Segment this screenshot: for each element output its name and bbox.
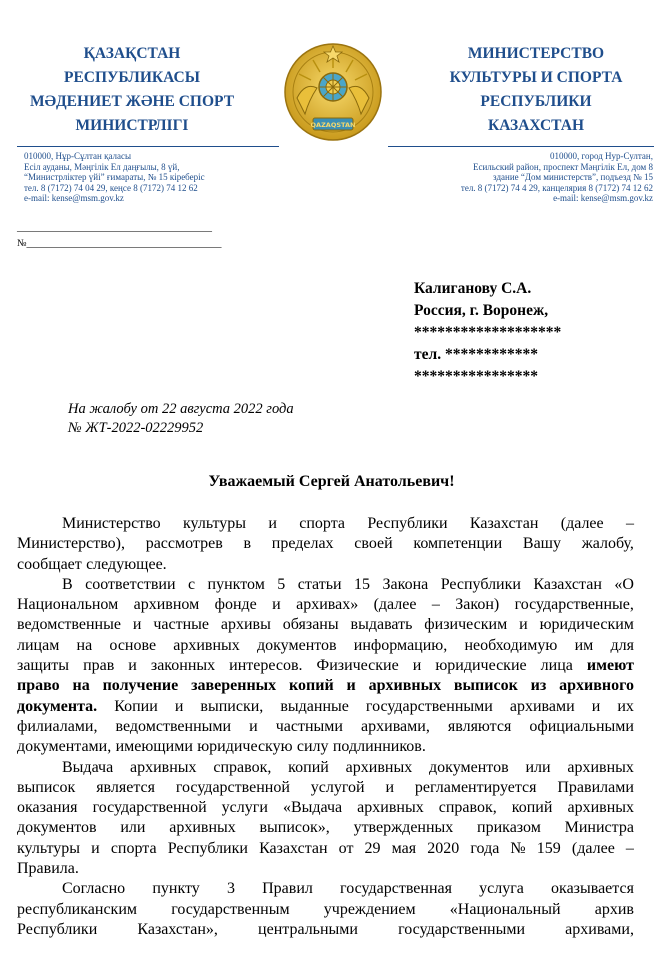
body-line: документов или архивных выписок», утвержденных приказом Министра: [17, 819, 634, 837]
body-line: Правила.: [17, 860, 79, 878]
ru-ministry-title: [421, 42, 651, 138]
header-divider-right: [388, 146, 654, 147]
letter-body: [17, 514, 634, 940]
recipient-line: ****************: [414, 368, 538, 385]
ru-title-line: РЕСПУБЛИКИ: [480, 93, 592, 110]
body-line: выписок является государственной услугой и регламентируется Правилами: [17, 778, 634, 796]
ru-title-line: КУЛЬТУРЫ И СПОРТА: [449, 69, 623, 86]
complaint-line: № ЖТ-2022-02229952: [68, 420, 204, 436]
body-line: ведомственные и частные архивы обязаны выдавать физическим и юридическим: [17, 616, 634, 634]
body-line: сообщает следующее.: [17, 555, 167, 573]
ru-title-line: МИНИСТЕРСТВО: [467, 45, 605, 62]
ru-address-line: здание “Дом министерств”, подъезд № 15: [493, 172, 653, 183]
body-line: право на получение заверенных копий и архивных выписок из архивного: [17, 677, 634, 695]
kz-address-line: 010000, Нұр-Сұлтан қаласы: [24, 151, 132, 161]
kz-title-line: МИНИСТРЛІГІ: [75, 117, 189, 134]
kz-address-line: e-mail: kense@msm.gov.kz: [24, 193, 124, 204]
body-line: оказания государственной услуги «Выдача архивных справок, копий архивных: [17, 799, 634, 817]
body-line: филиалами, ведомственными и частными архивами, являются официальными: [17, 717, 634, 735]
body-line: Министерство), рассмотрев в пределах своей компетенции Вашу жалобу,: [17, 535, 634, 553]
recipient-line: *******************: [414, 324, 562, 341]
emblem-text: QAZAQSTAN: [310, 121, 356, 129]
body-line: документа. Копии и выписки, выданные государственными архивами и их: [17, 697, 634, 715]
body-line: культуры и спорта Республики Казахстан от 29 мая 2020 года № 159 (далее –: [17, 839, 634, 857]
state-emblem-icon: [283, 42, 383, 146]
header-divider-left: [17, 146, 279, 147]
kz-title-line: МӘДЕНИЕТ ЖӘНЕ СПОРТ: [29, 93, 235, 110]
registration-date-line: _______________________________________: [17, 222, 212, 233]
body-line: Республики Казахстан», центральными государственными архивами,: [17, 920, 634, 938]
kz-address-line: Есіл ауданы, Мәңгілік Ел даңғылы, 8 үй,: [24, 161, 180, 172]
complaint-reference: [68, 400, 294, 438]
ru-address-line: Есильский район, проспект Мәңгілік Ел, дом 8: [472, 161, 653, 172]
registration-number-line: №_______________________________________: [17, 238, 222, 249]
recipient-line: Россия, г. Воронеж,: [414, 302, 549, 319]
ru-address-line: e-mail: kense@msm.gov.kz: [553, 193, 653, 204]
body-line: Согласно пункту 3 Правил государственная услуга оказывается: [62, 880, 634, 898]
kz-ministry-title: [17, 42, 247, 138]
greeting: Уважаемый Сергей Анатольевич!: [208, 473, 455, 490]
kz-address-block: [24, 151, 205, 204]
kz-title-line: ҚАЗАҚСТАН: [83, 45, 181, 62]
recipient-line: тел. ************: [414, 346, 538, 363]
ru-title-line: КАЗАХСТАН: [487, 117, 585, 134]
body-line: защиты прав и законных интересов. Физические и юридические лица имеют: [17, 657, 634, 675]
body-line: В соответствии с пунктом 5 статьи 15 Закона Республики Казахстан «О: [62, 575, 634, 593]
body-line: документами, имеющими юридическую силу подлинников.: [17, 738, 426, 756]
body-line: республиканским государственным учреждением «Национальный архив: [17, 900, 634, 918]
body-line: лицам на основе архивных документов информацию, необходимую им для: [17, 636, 634, 654]
body-line: Выдача архивных справок, копий архивных документов или архивных: [62, 758, 634, 776]
recipient-line: Калиганову С.А.: [414, 280, 532, 297]
ru-address-block: [461, 151, 653, 204]
ru-address-line: тел. 8 (7172) 74 4 29, канцелярия 8 (7172) 74 12 62: [460, 182, 653, 193]
kz-address-line: “Министрліктер үйі” ғимараты, № 15 кіреберіс: [24, 172, 205, 183]
complaint-line: На жалобу от 22 августа 2022 года: [68, 401, 294, 417]
recipient-block: [414, 278, 561, 388]
ru-address-line: 010000, город Нур-Султан,: [549, 151, 653, 161]
kz-title-line: РЕСПУБЛИКАСЫ: [64, 69, 200, 86]
kz-address-line: тел. 8 (7172) 74 04 29, кеңсе 8 (7172) 74 12 62: [24, 182, 198, 193]
body-line: Национальном архивном фонде и архивах» (далее – Закон) государственные,: [17, 596, 634, 614]
body-line: Министерство культуры и спорта Республики Казахстан (далее –: [62, 515, 634, 532]
